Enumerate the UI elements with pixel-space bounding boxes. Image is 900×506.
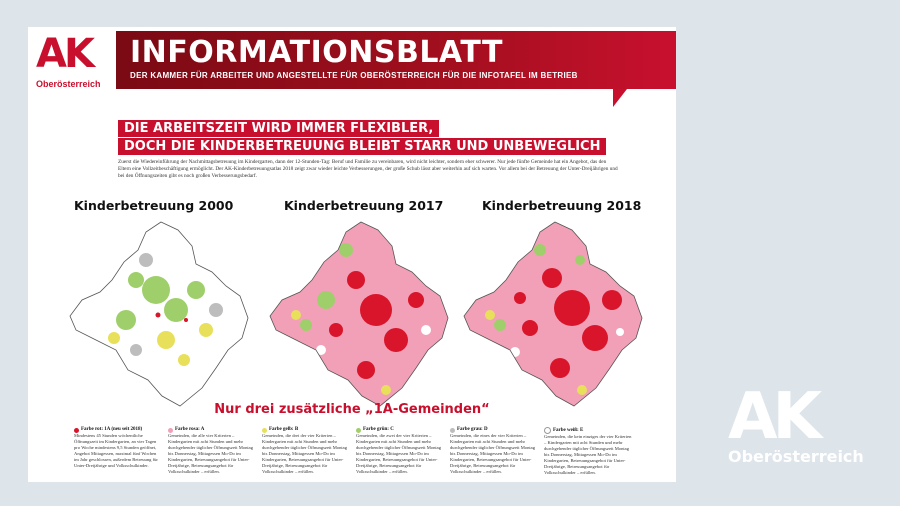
intro-text: Zuerst die Wiedereinführung der Nachmittagsbetreuung im Kindergarten, dann der 12-Stunden-Tag: Beruf und Familie zu vereinbaren, wird nicht leichter, sondern eher schwerer. Nur jede fünfte Gemeinde hat ein Angebot, das den Eltern eine Vollzeitbeschäftigung ermöglicht. Der AK-Kinderbetreuungsatlas 2018 zeigt zwar wieder leichte Verbesserungen, der große Schub lässt aber weiterhin auf sich warten. Vor allem bei der Betreuung der Unter-Dreijährigen und bei den Öffnungszeiten gibt es noch großen Verbesserungsbedarf. [118, 159, 618, 179]
legend-swatch-white [544, 427, 551, 434]
side-logo-text: AK [728, 380, 818, 454]
info-poster [28, 27, 676, 482]
map-2017 [266, 220, 456, 412]
legend-item: Farbe rot: 1A (neu seit 2018) Mindestens 45 Stunden wöchentliche Öffnungszeit im Kindergarten, an vier Tagen pro Woche mindestens 9,5 Stunden geöffnet, Angebot Mittagessen, maximal fünf Wochen im Jahr geschlossen, außerdem Betreuung für Unter-Dreijährige und Volksschulkinder. [74, 427, 158, 468]
map-title-2017: Kinderbetreuung 2017 [284, 198, 444, 213]
legend-swatch-pink [168, 428, 173, 433]
legend-swatch-green [356, 428, 361, 433]
legend-swatch-red [74, 428, 79, 433]
headline [118, 120, 606, 156]
legend-item: Farbe weiß: E Gemeinden, die kein einziges der vier Kriterien – Kindergarten mit acht Stunden und mehr durchgehender täglicher Öffnungszeit Montag bis Donnerstag, Mittagessen Mo-Do im Kindergarten, Betreuungsangebot für Unter-Dreijährige, Betreuungsangebot für Volksschulkinder – erfüllen. [544, 427, 632, 475]
banner-subtitle: DER KAMMER FÜR ARBEITER UND ANGESTELLTE FÜR OBERÖSTERREICH FÜR DIE INFOTAFEL IM BETRIEB [130, 71, 578, 80]
legend-swatch-grey [450, 428, 455, 433]
headline-line-1: DIE ARBEITSZEIT WIRD IMMER FLEXIBLER, [118, 120, 439, 137]
side-logo-subtitle: Oberösterreich [728, 447, 864, 466]
title-banner [116, 31, 676, 89]
banner-speech-tail [613, 89, 627, 107]
legend-swatch-yellow [262, 428, 267, 433]
logo-subtitle: Oberösterreich [36, 79, 101, 89]
banner-title: INFORMATIONSBLATT [130, 35, 503, 70]
legend-item: Farbe grau: D Gemeinden, die eines der vier Kriterien – Kindergarten mit acht Stunden und mehr durchgehender täglicher Öffnungszeit Montag bis Donnerstag, Mittagessen Mo-Do im Kindergarten, Betreuungsangebot für Unter-Dreijährige, Betreuungsangebot für Volksschulkinder – erfüllen. [450, 427, 535, 474]
map-2018 [460, 220, 650, 412]
side-ak-logo [728, 380, 864, 466]
logo-text: AK [36, 31, 92, 77]
map-title-2018: Kinderbetreuung 2018 [482, 198, 642, 213]
legend-item: Farbe grün: C Gemeinden, die zwei der vier Kriterien – Kindergarten mit acht Stunden und mehr durchgehender täglicher Öffnungszeit Montag bis Donnerstag, Mittagessen Mo-Do im Kindergarten, Betreuungsangebot für Unter-Dreijährige, Betreuungsangebot für Volksschulkinder – erfüllen. [356, 427, 441, 474]
legend-item: Farbe gelb: B Gemeinden, die drei der vier Kriterien – Kindergarten mit acht Stunden und mehr durchgehender täglicher Öffnungszeit Montag bis Donnerstag, Mittagessen Mo-Do im Kindergarten, Betreuungsangebot für Unter-Dreijährige, Betreuungsangebot für Volksschulkinder – erfüllen. [262, 427, 347, 474]
legend-item: Farbe rosa: A Gemeinden, die alle vier Kriterien – Kindergarten mit acht Stunden und mehr durchgehender täglicher Öffnungszeit Montag bis Donnerstag, Mittagessen Mo-Do im Kindergarten, Betreuungsangebot für Unter-Dreijährige, Betreuungsangebot für Volksschulkinder – erfüllen. [168, 427, 253, 474]
headline-line-2: DOCH DIE KINDERBETREUUNG BLEIBT STARR UND UNBEWEGLICH [118, 138, 606, 155]
ak-logo [28, 27, 116, 97]
map-2000 [66, 220, 256, 412]
subheadline: Nur drei zusätzliche „1A-Gemeinden“ [214, 402, 490, 417]
map-title-2000: Kinderbetreuung 2000 [74, 198, 234, 213]
